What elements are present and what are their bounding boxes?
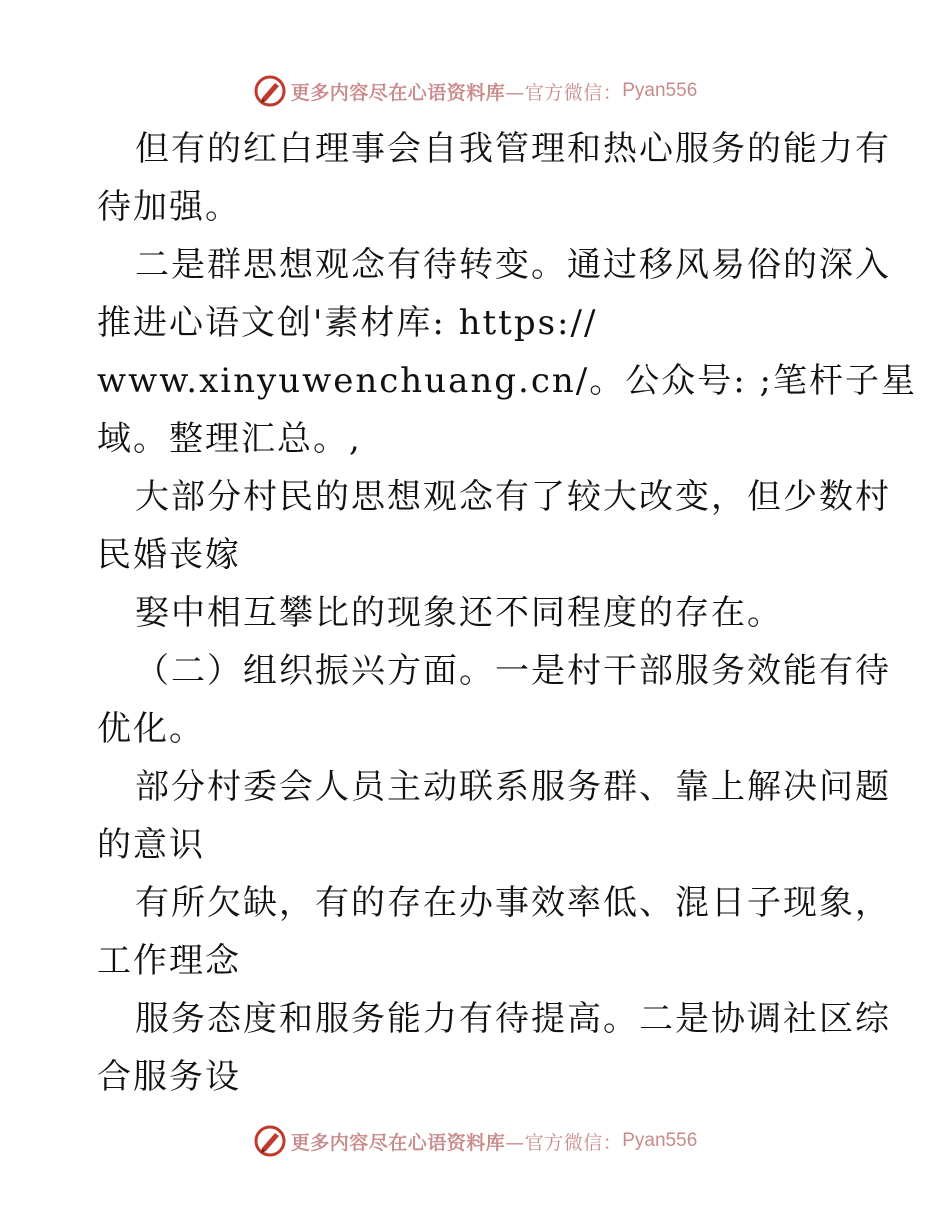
text-line: 优化。 (97, 709, 205, 749)
text-line: 工作理念 (97, 941, 241, 981)
banner-sub-text: —官方微信： (505, 81, 623, 104)
text-line: www.xinyuwenchuang.cn/。公众号: ;笔杆子星 (97, 361, 917, 401)
text-line: 域。整理汇总。, (97, 419, 362, 459)
header-banner (0, 71, 950, 111)
text-line: 大部分村民的思想观念有了较大改变，但少数村 (135, 477, 891, 517)
footer-banner (0, 1121, 950, 1161)
banner-wechat-id: Pyan556 (622, 80, 698, 101)
pen-logo-icon (253, 74, 287, 108)
text-line: 的意识 (97, 825, 205, 865)
banner-main-text: 更多内容尽在心语资料库 (290, 1131, 506, 1154)
banner-main-text: 更多内容尽在心语资料库 (290, 81, 506, 104)
text-line: 二是群思想观念有待转变。通过移风易俗的深入 (135, 245, 891, 285)
text-line: 服务态度和服务能力有待提高。二是协调社区综 (135, 999, 891, 1039)
banner-sub-text: —官方微信： (505, 1131, 623, 1154)
text-line: 娶中相互攀比的现象还不同程度的存在。 (135, 593, 783, 633)
text-line: 待加强。 (97, 187, 241, 227)
text-line: 部分村委会人员主动联系服务群、靠上解决问题 (135, 767, 891, 807)
text-line: 合服务设 (97, 1057, 241, 1097)
text-line: （二）组织振兴方面。一是村干部服务效能有待 (135, 651, 891, 691)
banner-wechat-id: Pyan556 (622, 1130, 698, 1151)
document-body (97, 120, 917, 1106)
text-line: 推进心语文创'素材库: https:// (97, 303, 598, 343)
text-line: 民婚丧嫁 (97, 535, 241, 575)
text-line: 但有的红白理事会自我管理和热心服务的能力有 (135, 129, 891, 169)
text-line: 有所欠缺，有的存在办事效率低、混日子现象， (135, 883, 891, 923)
pen-logo-icon (253, 1124, 287, 1158)
